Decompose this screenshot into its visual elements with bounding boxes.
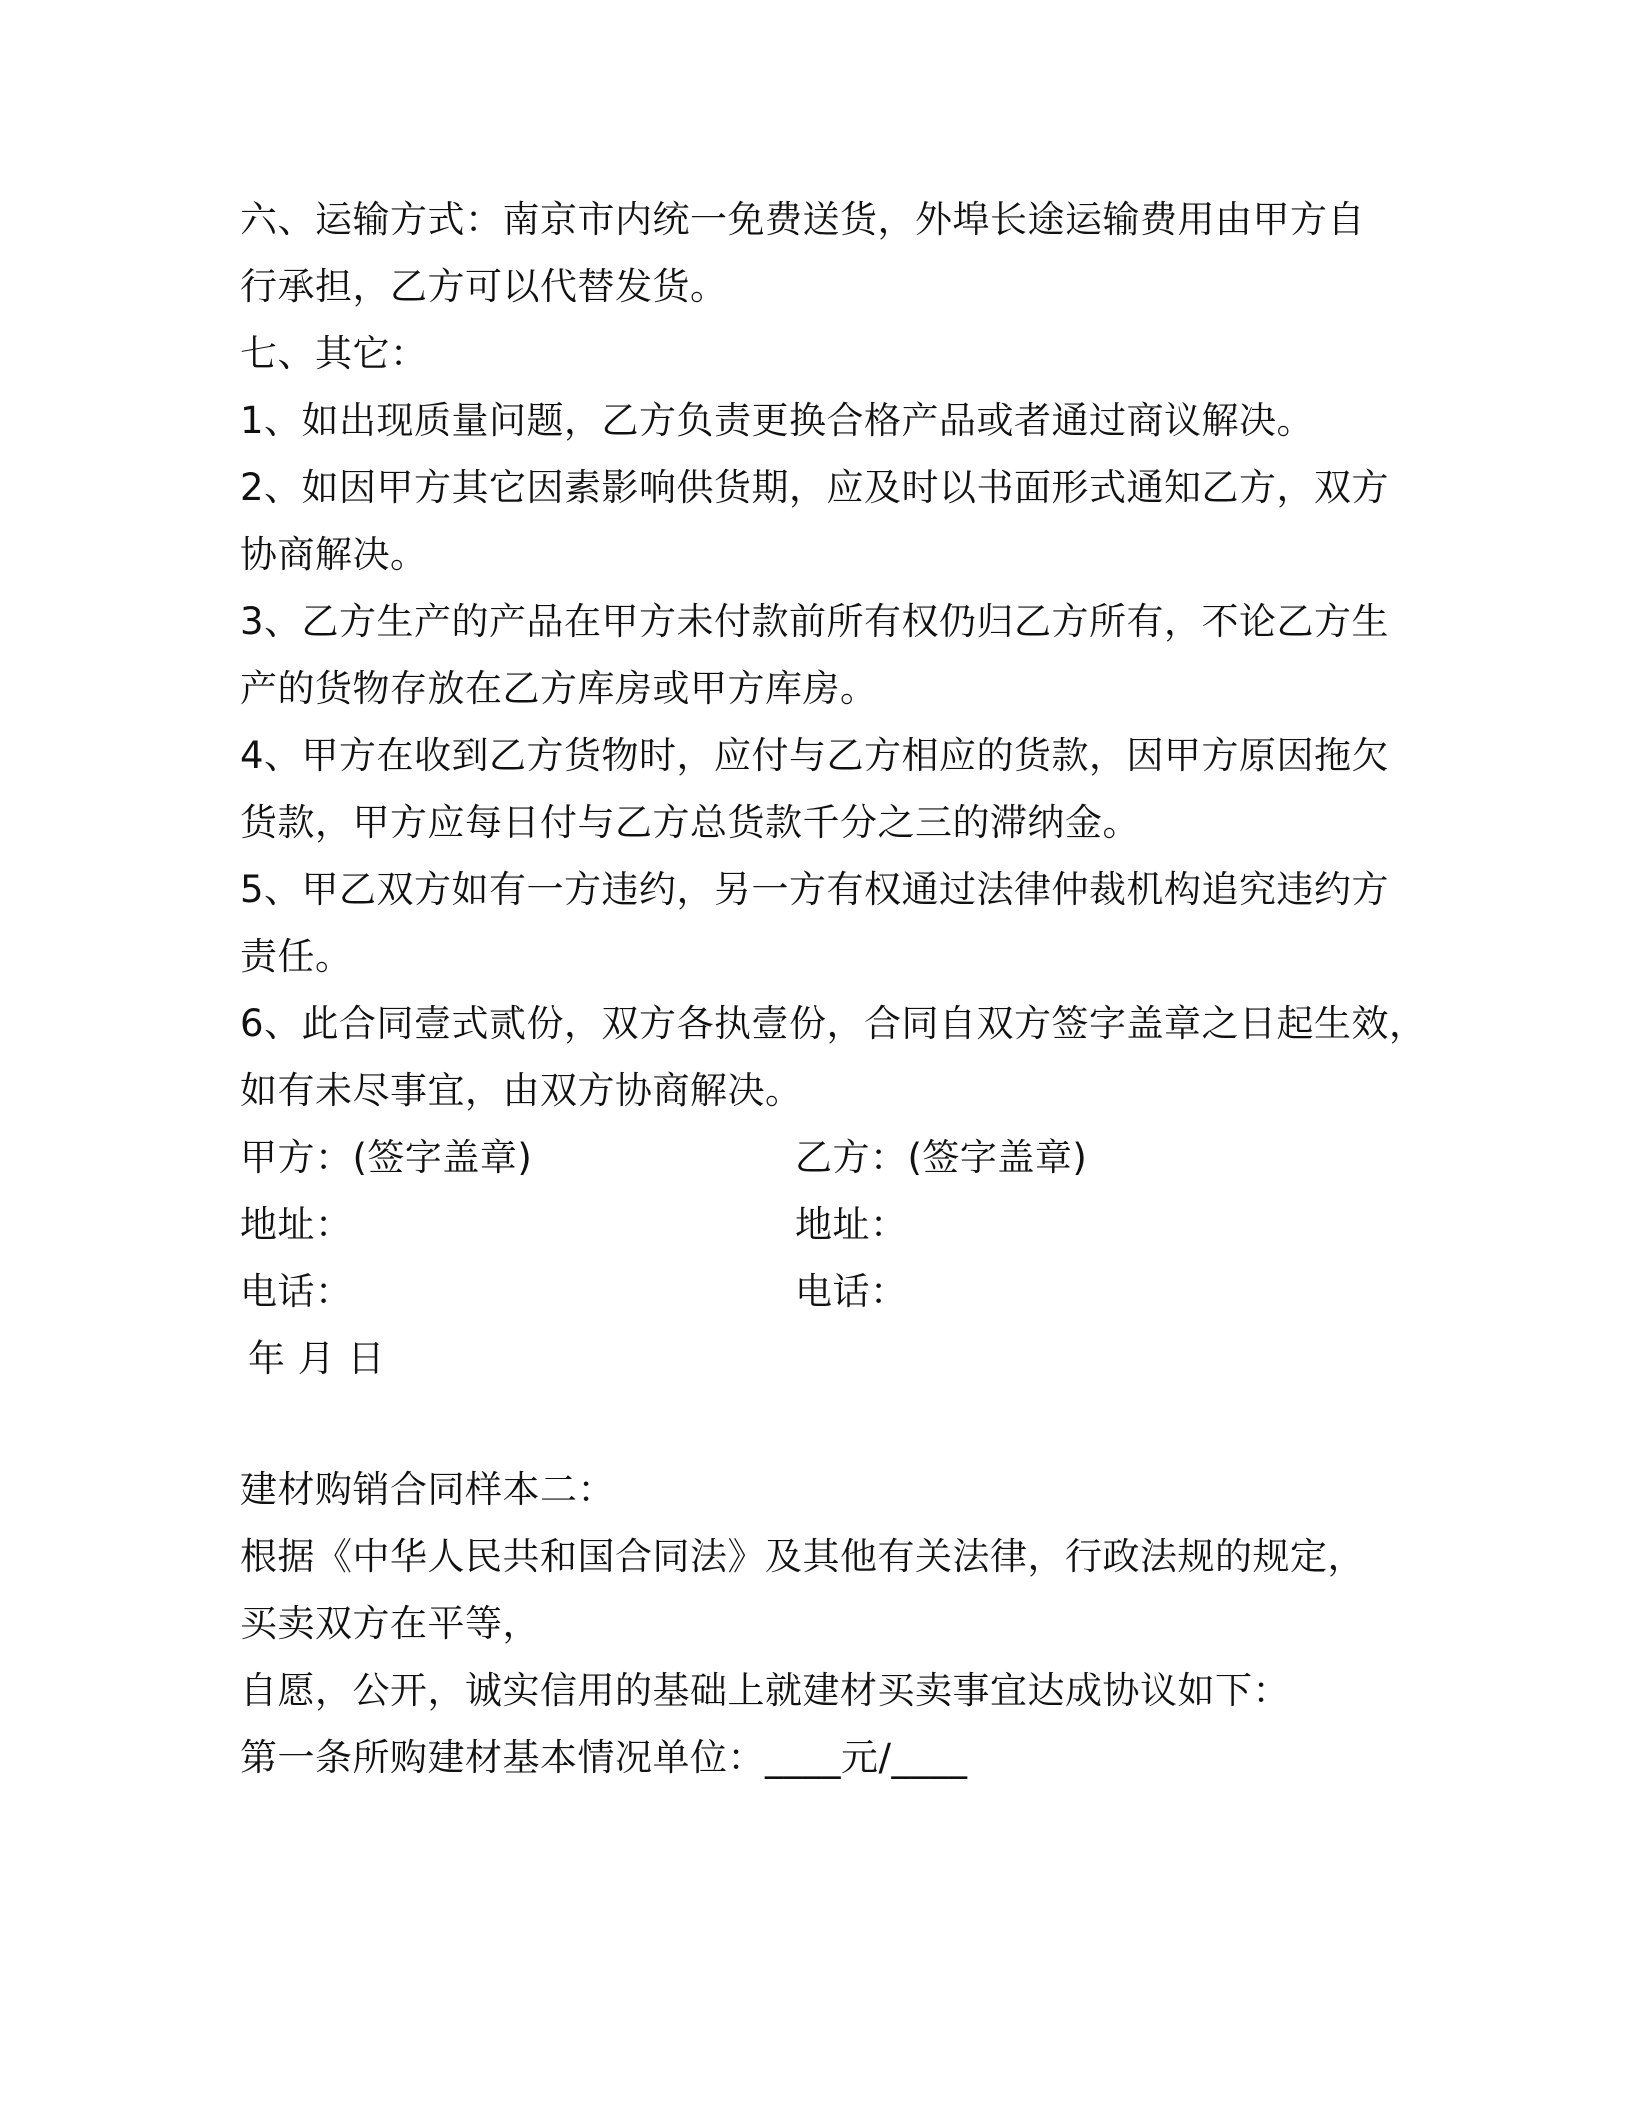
clause-7-item-4-line-1: 4、甲方在收到乙方货物时，应付与乙方相应的货款，因甲方原因拖欠 [240, 734, 1390, 777]
party-b-address-label: 地址： [795, 1203, 908, 1246]
clause-7-item-5-line-1: 5、甲乙双方如有一方违约，另一方有权通过法律仲裁机构追究违约方 [240, 868, 1390, 911]
party-b-phone-label: 电话： [795, 1270, 908, 1313]
signing-date: 年 月 日 [248, 1337, 386, 1380]
clause-7-item-2-line-1: 2、如因甲方其它因素影响供货期，应及时以书面形式通知乙方，双方 [240, 466, 1390, 509]
clause-7-heading: 七、其它： [240, 332, 428, 375]
sample-2-preamble-line-1: 根据《中华人民共和国合同法》及其他有关法律，行政法规的规定， [240, 1535, 1365, 1578]
party-a-phone-label: 电话： [240, 1270, 353, 1313]
clause-7-item-6-line-1: 6、此合同壹式贰份，双方各执壹份，合同自双方签字盖章之日起生效， [240, 1002, 1427, 1045]
sample-2-preamble-line-3: 自愿，公开，诚实信用的基础上就建材买卖事宜达成协议如下： [240, 1669, 1290, 1712]
sample-2-title: 建材购销合同样本二： [240, 1468, 615, 1511]
clause-7-item-2-line-2: 协商解决。 [240, 533, 428, 576]
clause-7-item-3-line-1: 3、乙方生产的产品在甲方未付款前所有权仍归乙方所有，不论乙方生 [240, 600, 1390, 643]
party-a-signature-label: 甲方：(签字盖章) [240, 1136, 533, 1179]
party-b-signature-label: 乙方：(签字盖章) [795, 1136, 1088, 1179]
party-a-address-label: 地址： [240, 1203, 353, 1246]
clause-6-transport-line-1: 六、运输方式：南京市内统一免费送货，外埠长途运输费用由甲方自 [240, 198, 1365, 241]
clause-7-item-3-line-2: 产的货物存放在乙方库房或甲方库房。 [240, 667, 878, 710]
sample-2-article-1: 第一条所购建材基本情况单位：____元/____ [240, 1736, 968, 1779]
clause-7-item-6-line-2: 如有未尽事宜，由双方协商解决。 [240, 1069, 803, 1112]
sample-2-preamble-line-2: 买卖双方在平等， [240, 1602, 540, 1645]
clause-7-item-1: 1、如出现质量问题，乙方负责更换合格产品或者通过商议解决。 [240, 399, 1315, 442]
clause-6-transport-line-2: 行承担，乙方可以代替发货。 [240, 265, 728, 308]
clause-7-item-4-line-2: 货款，甲方应每日付与乙方总货款千分之三的滞纳金。 [240, 801, 1140, 844]
clause-7-item-5-line-2: 责任。 [240, 935, 353, 978]
